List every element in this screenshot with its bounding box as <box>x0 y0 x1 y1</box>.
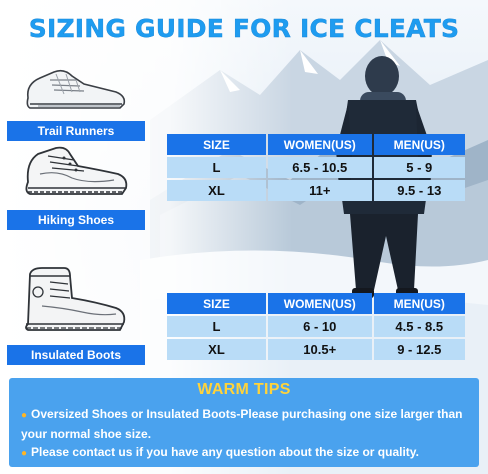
cell-men: 5 - 9 <box>374 157 465 178</box>
header-women: WOMEN(US) <box>268 134 372 155</box>
header-women: WOMEN(US) <box>268 293 372 314</box>
header-men: MEN(US) <box>374 293 465 314</box>
warm-tips-title: WARM TIPS <box>197 381 291 398</box>
header-size: SIZE <box>167 293 266 314</box>
cell-women: 11+ <box>268 180 372 201</box>
size-table-boots <box>165 291 467 362</box>
cell-women: 6.5 - 10.5 <box>268 157 372 178</box>
table-row <box>167 180 465 201</box>
page-title: SIZING GUIDE FOR ICE CLEATS <box>28 14 460 43</box>
shoe-label-insulated-boots: Insulated Boots <box>7 345 145 365</box>
hiking-shoe-icon <box>18 140 133 202</box>
bullet-icon: ● <box>21 448 28 459</box>
table-header-row <box>167 293 465 314</box>
tip-item <box>21 405 473 443</box>
warm-tips-panel <box>9 378 479 467</box>
tip-item <box>21 443 473 463</box>
header-size: SIZE <box>167 134 266 155</box>
cell-size: XL <box>167 180 266 201</box>
table-row <box>167 339 465 360</box>
cell-men: 9.5 - 13 <box>374 180 465 201</box>
size-table-shoes <box>165 132 467 203</box>
table-row <box>167 157 465 178</box>
insulated-boot-icon <box>12 262 132 340</box>
cell-women: 6 - 10 <box>268 316 372 337</box>
table-header-row <box>167 134 465 155</box>
shoe-label-trail-runners: Trail Runners <box>7 121 145 141</box>
bullet-icon: ● <box>21 410 28 421</box>
tip-text: Please contact us if you have any question about the size or quality. <box>31 445 419 459</box>
trail-runner-shoe-icon <box>20 58 130 118</box>
cell-men: 4.5 - 8.5 <box>374 316 465 337</box>
shoe-label-hiking-shoes: Hiking Shoes <box>7 210 145 230</box>
cell-men: 9 - 12.5 <box>374 339 465 360</box>
cell-size: XL <box>167 339 266 360</box>
table-row <box>167 316 465 337</box>
cell-women: 10.5+ <box>268 339 372 360</box>
cell-size: L <box>167 157 266 178</box>
tip-text: Oversized Shoes or Insulated Boots-Please purchasing one size larger than your normal shoe size. <box>21 407 463 441</box>
cell-size: L <box>167 316 266 337</box>
header-men: MEN(US) <box>374 134 465 155</box>
